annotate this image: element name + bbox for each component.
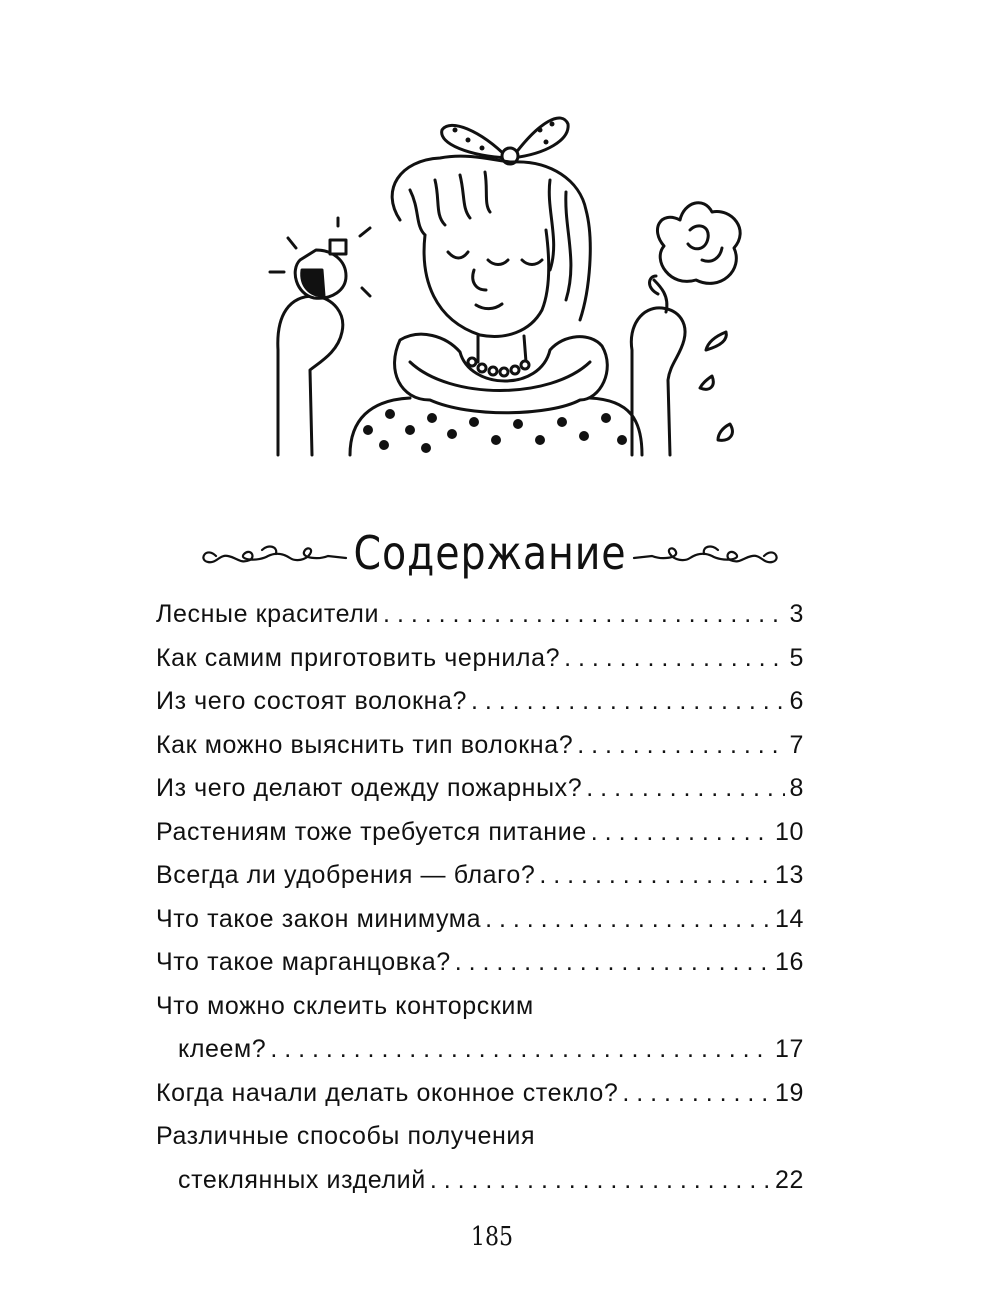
toc-entry[interactable] — [156, 811, 804, 855]
toc-entry-title: Когда начали делать оконное стекло? — [156, 1078, 619, 1107]
dot-leader — [270, 1028, 771, 1072]
dot-leader — [577, 724, 785, 768]
toc-entry-title-continuation: клеем? — [178, 1035, 267, 1063]
toc-entry-title: Всегда ли удобрения — благо? — [156, 861, 536, 889]
toc-entry-page: 8 — [789, 774, 804, 802]
toc-entry[interactable] — [156, 767, 804, 811]
toc-entry-title: Растениям тоже требуется питание — [156, 817, 587, 846]
toc-entry-title-continuation: стеклянных изделий — [178, 1165, 426, 1194]
toc-entry-page: 10 — [774, 817, 804, 846]
dot-leader — [485, 898, 771, 942]
toc-entry-title: Из чего состоят волокна? — [156, 687, 467, 715]
table-of-contents — [156, 593, 804, 1202]
dot-leader — [539, 854, 771, 898]
toc-entry-first-line[interactable] — [156, 985, 804, 1029]
toc-entry-title: Различные способы получения — [156, 1122, 536, 1150]
dot-leader — [430, 1159, 771, 1203]
toc-entry-title: Что такое закон минимума — [156, 904, 482, 933]
toc-entry-title: Что такое марганцовка? — [156, 948, 451, 976]
toc-entry-continuation[interactable] — [156, 1159, 804, 1203]
toc-entry[interactable] — [156, 680, 804, 724]
toc-entry-page: 22 — [774, 1165, 804, 1194]
toc-entry-title: Как самим приготовить чернила? — [156, 643, 561, 672]
toc-entry[interactable] — [156, 941, 804, 985]
right-flourish-icon — [632, 540, 782, 570]
dot-leader — [622, 1072, 771, 1116]
toc-heading — [190, 520, 790, 600]
toc-entry[interactable] — [156, 593, 804, 637]
toc-entry[interactable] — [156, 898, 804, 942]
toc-entry-page: 19 — [774, 1078, 804, 1107]
toc-title: Содержание — [353, 526, 627, 580]
toc-entry-title: Лесные красители — [156, 600, 380, 628]
toc-entry[interactable] — [156, 724, 804, 768]
dot-leader — [383, 593, 785, 637]
toc-entry-first-line[interactable] — [156, 1115, 804, 1159]
toc-entry-continuation[interactable] — [156, 1028, 804, 1072]
toc-entry-page: 5 — [789, 643, 804, 672]
toc-entry-page: 16 — [774, 948, 804, 976]
dot-leader — [471, 680, 785, 724]
toc-entry[interactable] — [156, 1072, 804, 1116]
toc-entry[interactable] — [156, 637, 804, 681]
page-number: 185 — [470, 1222, 514, 1252]
dot-leader — [586, 767, 785, 811]
toc-entry-page: 6 — [789, 687, 804, 715]
toc-entry-title: Что можно склеить конторским — [156, 991, 534, 1020]
girl-with-perfume-and-rose-illustration — [250, 100, 770, 460]
dot-leader — [591, 811, 771, 855]
toc-entry-page: 7 — [789, 730, 804, 759]
toc-entry-page: 13 — [774, 861, 804, 889]
toc-entry[interactable] — [156, 854, 804, 898]
dot-leader — [564, 637, 785, 681]
toc-entry-page: 17 — [774, 1035, 804, 1063]
toc-entry-page: 14 — [774, 904, 804, 933]
toc-entry-title: Как можно выяснить тип волокна? — [156, 730, 574, 759]
dot-leader — [455, 941, 771, 985]
toc-entry-page: 3 — [789, 600, 804, 628]
toc-entry-title: Из чего делают одежду пожарных? — [156, 774, 583, 802]
